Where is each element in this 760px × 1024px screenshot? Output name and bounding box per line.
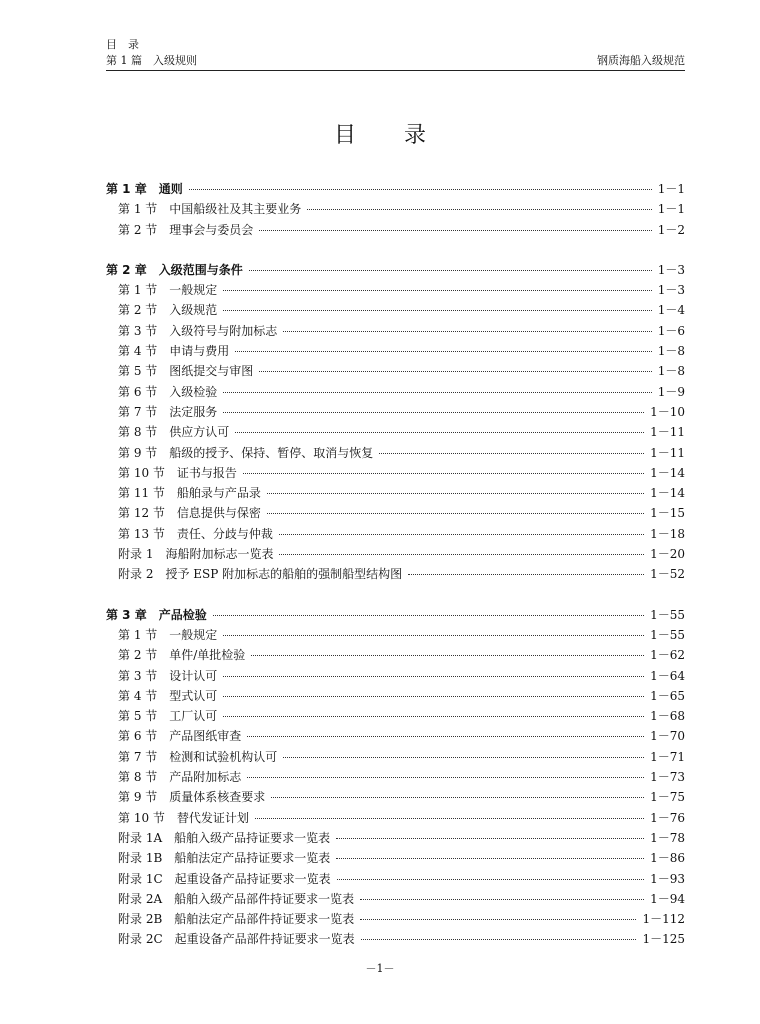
- toc-leader-dots: [283, 757, 644, 758]
- page-title: 目录: [333, 123, 474, 148]
- toc-leader-dots: [235, 351, 651, 352]
- toc-page-number: 1－62: [650, 648, 685, 663]
- toc-title: 检测和试验机构认可: [169, 749, 278, 764]
- toc-leader-dots: [223, 635, 644, 636]
- toc-entry-row[interactable]: [106, 788, 685, 808]
- toc-leader-dots: [360, 899, 644, 900]
- toc-leader-dots: [247, 736, 644, 737]
- toc-page-number: 1－52: [650, 567, 685, 582]
- toc-leader-dots: [360, 919, 636, 920]
- toc-page-number: 1－68: [650, 709, 685, 724]
- toc-number: 附录 1B: [118, 851, 163, 866]
- toc-leader-dots: [307, 209, 651, 210]
- toc-leader-dots: [408, 574, 644, 575]
- toc-page-number: 1－15: [650, 506, 685, 521]
- toc-page-number: 1－9: [657, 384, 685, 399]
- toc-number: 附录 2: [118, 567, 154, 582]
- toc-entry-row[interactable]: [106, 504, 685, 524]
- toc-chapter-row[interactable]: [106, 180, 685, 200]
- toc-number: 附录 1C: [118, 871, 163, 886]
- toc-number: 第 3 节: [118, 323, 158, 338]
- toc-page-number: 1－2: [657, 222, 685, 237]
- toc-page-number: 1－94: [650, 891, 685, 906]
- toc-leader-dots: [223, 716, 644, 717]
- toc-title: 图纸提交与审图: [169, 364, 254, 379]
- toc-number: 附录 2C: [118, 932, 163, 947]
- toc-title: 船级的授予、保持、暂停、取消与恢复: [169, 445, 374, 460]
- header-rule-line: [106, 52, 685, 71]
- toc-entry-row[interactable]: [106, 829, 685, 849]
- toc-page-number: 1－125: [642, 932, 685, 947]
- toc-number: 第 4 节: [118, 344, 158, 359]
- toc-number: 第 6 节: [118, 384, 158, 399]
- toc-page-number: 1－78: [650, 830, 685, 845]
- toc-entry-row[interactable]: [106, 342, 685, 362]
- toc-leader-dots: [259, 230, 651, 231]
- toc-page-number: 1－70: [650, 729, 685, 744]
- toc-entry-row[interactable]: [106, 484, 685, 504]
- toc-entry-row[interactable]: [106, 890, 685, 910]
- table-of-contents: [106, 180, 685, 951]
- toc-title: 入级检验: [169, 384, 218, 399]
- toc-entry-row[interactable]: [106, 362, 685, 382]
- toc-number: 第 2 节: [118, 222, 158, 237]
- toc-title: 产品图纸审查: [169, 729, 242, 744]
- toc-title: 信息提供与保密: [176, 506, 261, 521]
- toc-leader-dots: [267, 493, 644, 494]
- toc-page-number: 1－6: [657, 323, 685, 338]
- toc-entry-row[interactable]: [106, 809, 685, 829]
- toc-page-number: 1－8: [657, 364, 685, 379]
- toc-entry-row[interactable]: [106, 646, 685, 666]
- toc-entry-row[interactable]: [106, 707, 685, 727]
- toc-title: 中国船级社及其主要业务: [169, 202, 302, 217]
- toc-number: 第 2 节: [118, 648, 158, 663]
- toc-leader-dots: [249, 270, 652, 271]
- toc-title: 授予 ESP 附加标志的船舶的强制船型结构图: [165, 567, 403, 582]
- toc-leader-dots: [336, 858, 644, 859]
- toc-page-number: 1－55: [650, 627, 685, 642]
- toc-leader-dots: [255, 818, 644, 819]
- toc-title: 一般规定: [169, 627, 218, 642]
- toc-entry-row[interactable]: [106, 930, 685, 950]
- toc-title: 起重设备产品持证要求一览表: [174, 871, 331, 886]
- toc-number: 第 7 节: [118, 749, 158, 764]
- toc-title: 责任、分歧与仲裁: [176, 526, 273, 541]
- toc-entry-row[interactable]: [106, 301, 685, 321]
- toc-entry-row[interactable]: [106, 727, 685, 747]
- toc-entry-row[interactable]: [106, 383, 685, 403]
- toc-page-number: 1－65: [650, 688, 685, 703]
- toc-title: 型式认可: [169, 688, 218, 703]
- toc-leader-dots: [223, 676, 644, 677]
- toc-number: 第 10 节: [118, 810, 165, 825]
- toc-page-number: 1－112: [642, 912, 685, 927]
- toc-leader-dots: [267, 513, 644, 514]
- toc-leader-dots: [279, 534, 644, 535]
- toc-page-number: 1－14: [650, 465, 685, 480]
- toc-number: 第 8 节: [118, 425, 158, 440]
- toc-page-number: 1－11: [650, 425, 685, 440]
- toc-page-number: 1－64: [650, 668, 685, 683]
- toc-leader-dots: [223, 290, 651, 291]
- toc-title: 入级范围与条件: [158, 262, 243, 277]
- toc-chapter-row[interactable]: [106, 606, 685, 626]
- toc-page-number: 1－11: [650, 445, 685, 460]
- toc-leader-dots: [247, 777, 644, 778]
- toc-leader-dots: [223, 310, 651, 311]
- toc-entry-row[interactable]: [106, 525, 685, 545]
- toc-leader-dots: [235, 432, 644, 433]
- toc-leader-dots: [361, 939, 637, 940]
- toc-page-number: 1－1: [657, 202, 685, 217]
- toc-title: 替代发证计划: [176, 810, 249, 825]
- toc-entry-row[interactable]: [106, 667, 685, 687]
- toc-entry-row[interactable]: [106, 910, 685, 930]
- toc-number: 第 11 节: [118, 486, 165, 501]
- toc-number: 第 13 节: [118, 526, 165, 541]
- toc-title: 船舶法定产品持证要求一览表: [174, 851, 331, 866]
- toc-title: 船舶录与产品录: [176, 486, 261, 501]
- toc-leader-dots: [243, 473, 644, 474]
- toc-chapter-row[interactable]: [106, 261, 685, 281]
- toc-title: 入级规范: [169, 303, 218, 318]
- toc-title: 一般规定: [169, 283, 218, 298]
- toc-entry-row[interactable]: [106, 200, 685, 220]
- toc-title: 证书与报告: [176, 465, 237, 480]
- toc-number: 第 7 节: [118, 404, 158, 419]
- toc-entry-row[interactable]: [106, 444, 685, 464]
- toc-number: 第 1 章: [106, 182, 147, 196]
- toc-entry-row[interactable]: [106, 870, 685, 890]
- toc-leader-dots: [337, 879, 644, 880]
- toc-leader-dots: [279, 554, 644, 555]
- toc-page-number: 1－73: [650, 770, 685, 785]
- toc-entry-row[interactable]: [106, 565, 685, 585]
- toc-leader-dots: [336, 838, 644, 839]
- toc-number: 附录 2A: [118, 891, 163, 906]
- toc-entry-row[interactable]: [106, 748, 685, 768]
- toc-number: 第 1 节: [118, 202, 158, 217]
- toc-number: 附录 2B: [118, 912, 163, 927]
- toc-title: 船舶入级产品持证要求一览表: [174, 830, 331, 845]
- toc-title: 设计认可: [169, 668, 218, 683]
- toc-number: 第 6 节: [118, 729, 158, 744]
- toc-page-number: 1－93: [650, 871, 685, 886]
- toc-leader-dots: [189, 189, 652, 190]
- toc-leader-dots: [271, 797, 644, 798]
- toc-page-number: 1－86: [650, 851, 685, 866]
- toc-entry-row[interactable]: [106, 687, 685, 707]
- toc-title: 入级符号与附加标志: [169, 323, 278, 338]
- toc-page-number: 1－18: [650, 526, 685, 541]
- toc-spacer: [106, 241, 685, 261]
- toc-leader-dots: [223, 392, 651, 393]
- toc-page-number: 1－10: [650, 404, 685, 419]
- toc-title: 供应方认可: [169, 425, 230, 440]
- toc-entry-row[interactable]: [106, 626, 685, 646]
- toc-title: 起重设备产品部件持证要求一览表: [174, 932, 355, 947]
- toc-entry-row[interactable]: [106, 403, 685, 423]
- toc-page-number: 1－55: [650, 607, 685, 622]
- toc-title: 单件/单批检验: [169, 648, 246, 663]
- toc-page-number: 1－1: [657, 182, 685, 196]
- running-header: [106, 36, 685, 71]
- toc-number: 第 12 节: [118, 506, 165, 521]
- toc-entry-row[interactable]: [106, 221, 685, 241]
- toc-number: 第 3 节: [118, 668, 158, 683]
- toc-title: 产品检验: [158, 607, 207, 622]
- toc-page-number: 1－75: [650, 790, 685, 805]
- toc-title: 法定服务: [169, 404, 218, 419]
- toc-title: 申请与费用: [169, 344, 230, 359]
- page-number: －1－: [365, 962, 395, 975]
- toc-page-number: 1－71: [650, 749, 685, 764]
- toc-leader-dots: [223, 696, 644, 697]
- toc-entry-row[interactable]: [106, 849, 685, 869]
- toc-number: 附录 1: [118, 547, 154, 562]
- toc-page-number: 1－14: [650, 486, 685, 501]
- toc-number: 第 4 节: [118, 688, 158, 703]
- header-part-title: 第 1 篇 入级规则: [106, 54, 197, 67]
- toc-entry-row[interactable]: [106, 768, 685, 788]
- toc-number: 第 5 节: [118, 364, 158, 379]
- toc-page-number: 1－8: [657, 344, 685, 359]
- toc-title: 理事会与委员会: [169, 222, 254, 237]
- toc-title: 船舶入级产品部件持证要求一览表: [174, 891, 355, 906]
- toc-entry-row[interactable]: [106, 464, 685, 484]
- toc-number: 附录 1A: [118, 830, 163, 845]
- toc-entry-row[interactable]: [106, 423, 685, 443]
- toc-title: 工厂认可: [169, 709, 218, 724]
- toc-entry-row[interactable]: [106, 322, 685, 342]
- toc-number: 第 10 节: [118, 465, 165, 480]
- toc-leader-dots: [259, 371, 651, 372]
- toc-title: 海船附加标志一览表: [165, 547, 274, 562]
- toc-title: 通则: [158, 182, 183, 196]
- toc-leader-dots: [213, 615, 644, 616]
- toc-number: 第 5 节: [118, 709, 158, 724]
- toc-title: 质量体系核查要求: [169, 790, 266, 805]
- header-section-label: 目 录: [106, 38, 139, 51]
- toc-page-number: 1－4: [657, 303, 685, 318]
- toc-leader-dots: [251, 655, 644, 656]
- header-book-title: 钢质海船入级规范: [597, 54, 685, 67]
- toc-title: 产品附加标志: [169, 770, 242, 785]
- toc-entry-row[interactable]: [106, 545, 685, 565]
- toc-entry-row[interactable]: [106, 281, 685, 301]
- toc-page-number: 1－20: [650, 547, 685, 562]
- toc-page-number: 1－76: [650, 810, 685, 825]
- toc-number: 第 2 章: [106, 262, 147, 277]
- toc-number: 第 2 节: [118, 303, 158, 318]
- toc-leader-dots: [223, 412, 644, 413]
- toc-spacer: [106, 586, 685, 606]
- toc-number: 第 8 节: [118, 770, 158, 785]
- toc-number: 第 9 节: [118, 790, 158, 805]
- toc-number: 第 1 节: [118, 283, 158, 298]
- toc-title: 船舶法定产品部件持证要求一览表: [174, 912, 355, 927]
- toc-number: 第 3 章: [106, 607, 147, 622]
- toc-page-number: 1－3: [657, 283, 685, 298]
- toc-number: 第 9 节: [118, 445, 158, 460]
- toc-page-number: 1－3: [657, 262, 685, 277]
- toc-number: 第 1 节: [118, 627, 158, 642]
- toc-leader-dots: [283, 331, 651, 332]
- toc-leader-dots: [379, 453, 644, 454]
